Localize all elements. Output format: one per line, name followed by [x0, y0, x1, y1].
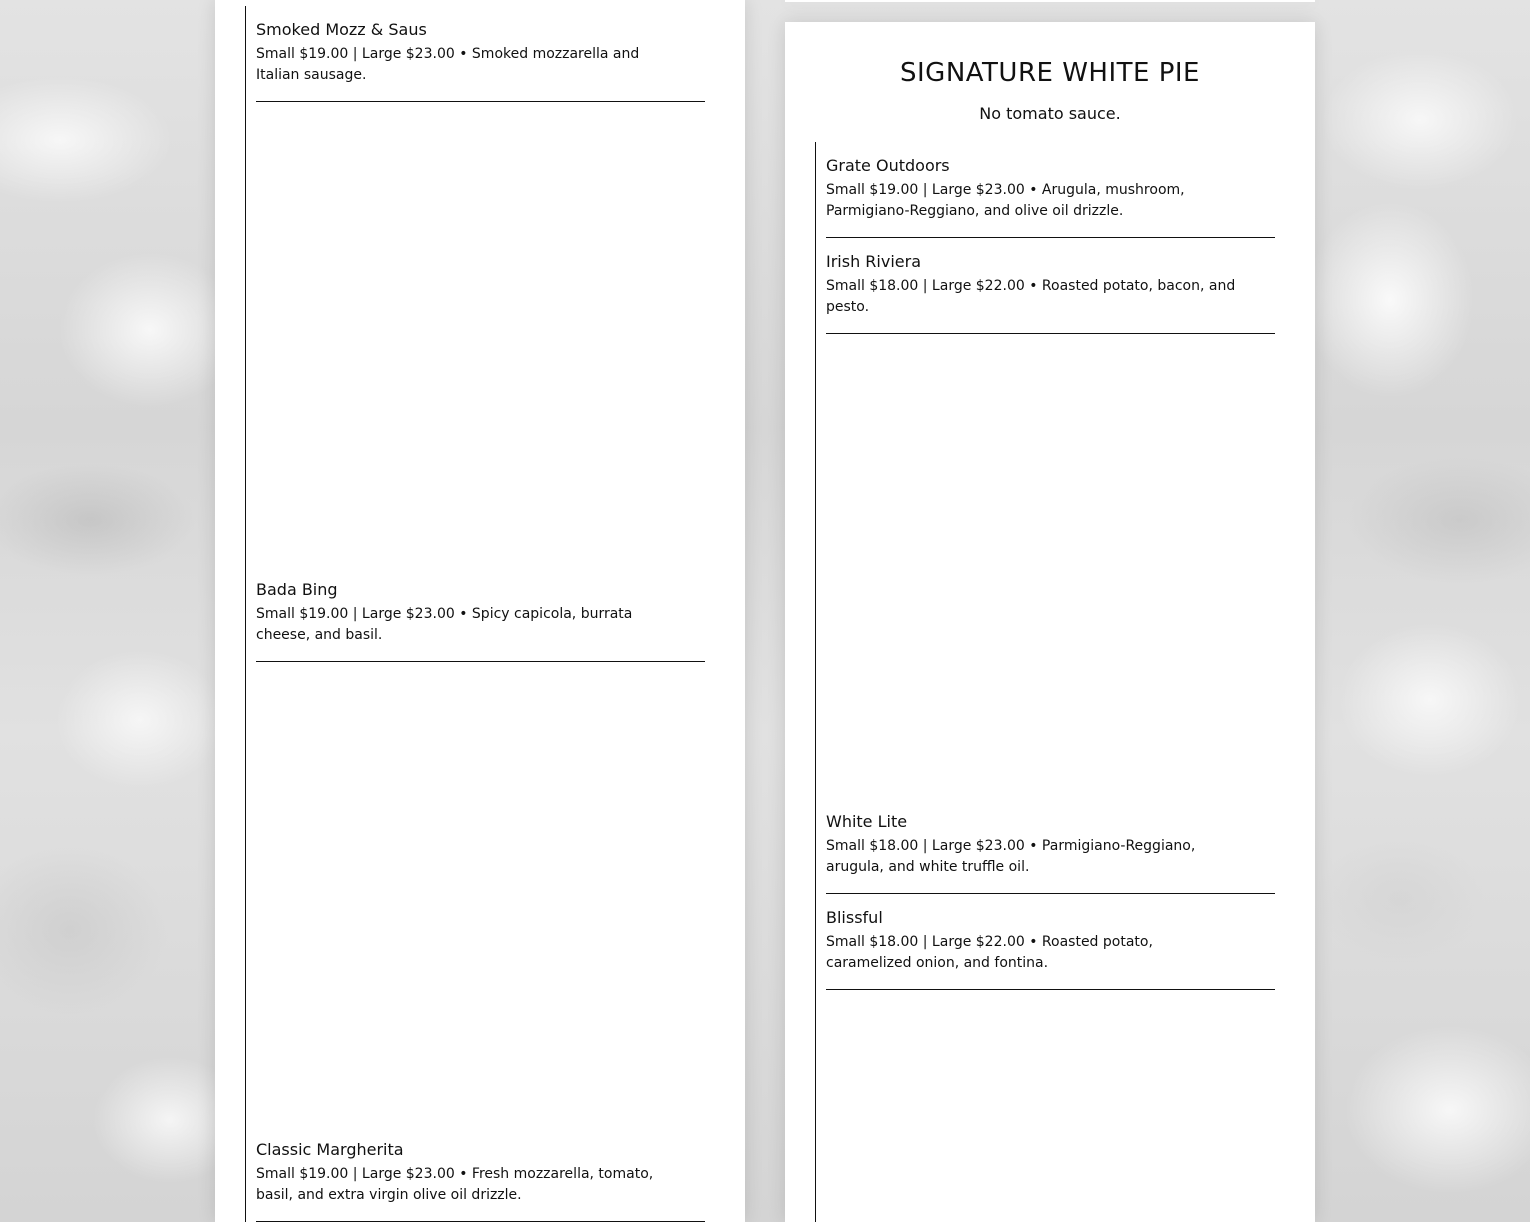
menu-item [826, 906, 1275, 990]
menu-item [826, 250, 1275, 334]
menu-item-description: Small $19.00 | Large $23.00 • Spicy capicola, burrata cheese, and basil. [256, 606, 633, 643]
menu-item-name: Classic Margherita [256, 1140, 404, 1159]
menu-item [826, 810, 1275, 894]
menu-item-name: Smoked Mozz & Saus [256, 20, 427, 39]
menu-item-name: White Lite [826, 812, 908, 831]
menu-item-name: Grate Outdoors [826, 156, 950, 175]
menu-item [256, 1138, 705, 1222]
section-subtitle: No tomato sauce. [979, 104, 1121, 123]
menu-item [256, 18, 705, 102]
menu-panel-right-previous [785, 0, 1315, 2]
menu-item-description: Small $19.00 | Large $23.00 • Fresh mozzarella, tomato, basil, and extra virgin olive oil drizzle. [256, 1166, 654, 1203]
menu-item-description: Small $19.00 | Large $23.00 • Arugula, mushroom, Parmigiano-Reggiano, and olive oil drizzle. [826, 182, 1185, 219]
menu-item-description: Small $18.00 | Large $23.00 • Parmigiano-Reggiano, arugula, and white truffle oil. [826, 838, 1196, 875]
menu-item [826, 154, 1275, 238]
right-column-rule [815, 142, 816, 1222]
menu-item-description: Small $18.00 | Large $22.00 • Roasted potato, caramelized onion, and fontina. [826, 934, 1153, 971]
menu-item-description: Small $18.00 | Large $22.00 • Roasted potato, bacon, and pesto. [826, 278, 1236, 315]
menu-item-name: Bada Bing [256, 580, 338, 599]
menu-item-name: Blissful [826, 908, 883, 927]
menu-item [256, 578, 705, 662]
left-column-rule [245, 6, 246, 1222]
menu-item-description: Small $19.00 | Large $23.00 • Smoked mozzarella and Italian sausage. [256, 46, 640, 83]
section-title: SIGNATURE WHITE PIE [900, 58, 1200, 88]
menu-item-name: Irish Riviera [826, 252, 922, 271]
